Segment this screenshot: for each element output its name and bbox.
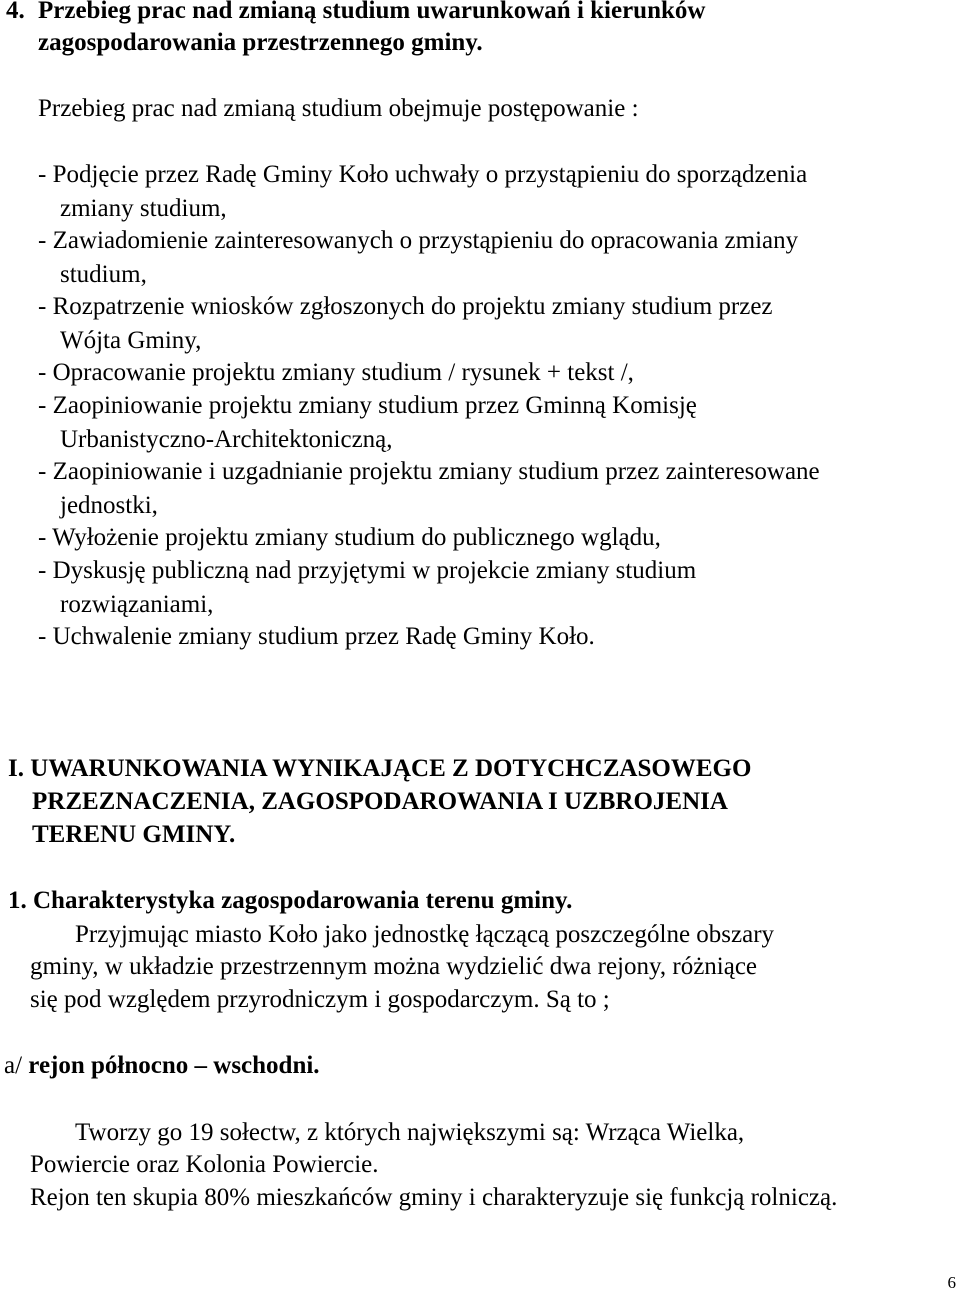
region-prefix: a/ [4, 1052, 29, 1079]
list-item-continuation: studium, [60, 261, 147, 288]
list-item-continuation: zmiany studium, [60, 195, 227, 222]
paragraph-line-2: gminy, w układzie przestrzennym można wydzielić dwa rejony, różniące [30, 953, 758, 980]
list-item-continuation: Urbanistyczno-Architektoniczną, [60, 426, 393, 453]
chapter-heading-line-3: TERENU GMINY. [32, 821, 236, 848]
subsection-heading: 1. Charakterystyka zagospodarowania terenu gminy. [8, 887, 573, 914]
list-item: - Wyłożenie projektu zmiany studium do publicznego wglądu, [38, 524, 661, 551]
region-paragraph-line-3: Rejon ten skupia 80% mieszkańców gminy i charakteryzuje się funkcją rolniczą. [30, 1184, 838, 1211]
page-number: 6 [947, 1273, 956, 1292]
paragraph-line-1: Przyjmując miasto Koło jako jednostkę łączącą poszczególne obszary [75, 921, 775, 948]
list-item-continuation: Wójta Gminy, [60, 327, 202, 354]
chapter-heading-line-2: PRZEZNACZENIA, ZAGOSPODAROWANIA I UZBROJENIA [32, 788, 728, 815]
list-item-continuation: rozwiązaniami, [60, 591, 214, 618]
region-name: rejon północno – wschodni. [28, 1052, 320, 1079]
region-heading [4, 1050, 320, 1082]
list-item: - Dyskusję publiczną nad przyjętymi w projekcie zmiany studium [38, 557, 697, 584]
section-heading-line-2: zagospodarowania przestrzennego gminy. [38, 29, 483, 56]
list-item-continuation: jednostki, [60, 492, 158, 519]
chapter-heading-line-1: I. UWARUNKOWANIA WYNIKAJĄCE Z DOTYCHCZASOWEGO [8, 755, 752, 782]
list-item: - Zawiadomienie zainteresowanych o przystąpieniu do opracowania zmiany [38, 227, 799, 254]
list-item: - Rozpatrzenie wniosków zgłoszonych do projektu zmiany studium przez [38, 293, 773, 320]
list-item: - Uchwalenie zmiany studium przez Radę Gminy Koło. [38, 623, 595, 650]
region-paragraph-line-1: Tworzy go 19 sołectw, z których największymi są: Wrząca Wielka, [75, 1119, 745, 1146]
section-intro: Przebieg prac nad zmianą studium obejmuje postępowanie : [38, 95, 639, 122]
list-item: - Podjęcie przez Radę Gminy Koło uchwały o przystąpieniu do sporządzenia [38, 161, 808, 188]
paragraph-line-3: się pod względem przyrodniczym i gospodarczym. Są to ; [30, 986, 610, 1013]
list-item: - Opracowanie projektu zmiany studium / rysunek + tekst /, [38, 359, 634, 386]
section-heading-line-1: Przebieg prac nad zmianą studium uwarunkowań i kierunków [38, 0, 706, 24]
region-paragraph-line-2: Powiercie oraz Kolonia Powiercie. [30, 1151, 379, 1178]
list-item: - Zaopiniowanie projektu zmiany studium przez Gminną Komisję [38, 392, 697, 419]
section-number: 4. [6, 0, 25, 24]
list-item: - Zaopiniowanie i uzgadnianie projektu zmiany studium przez zainteresowane [38, 458, 820, 485]
